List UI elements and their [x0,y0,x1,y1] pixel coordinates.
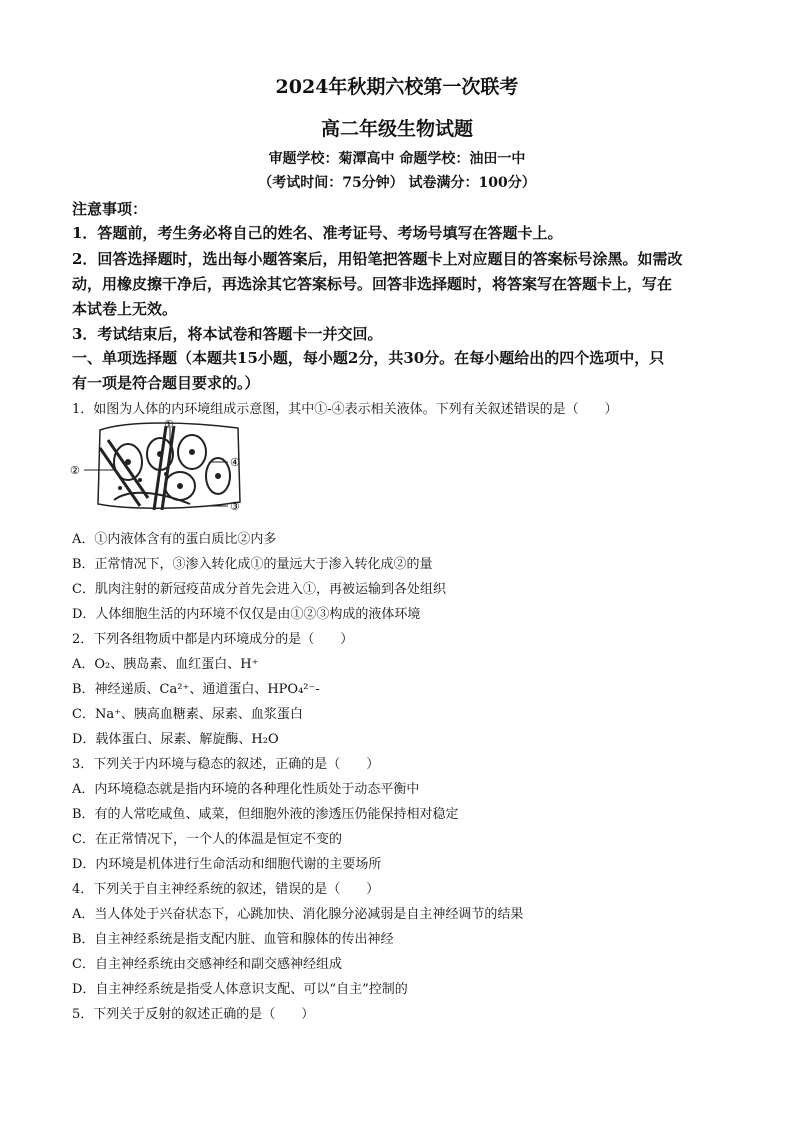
notice-item: 2．回答选择题时，选出每小题答案后，用铅笔把答题卡上对应题目的答案标号涂黑。如需改 [72,250,683,268]
internal-environment-figure [70,418,248,518]
option: C．肌肉注射的新冠疫苗成分首先会进入①，再被运输到各处组织 [72,582,446,597]
exam-info-line: （考试时间：75分钟） 试卷满分：100分） [258,175,536,191]
figure-label: ③ [230,500,240,513]
option: A．当人体处于兴奋状态下，心跳加快、消化腺分泌减弱是自主神经调节的结果 [72,907,524,922]
option: B．神经递质、Ca²⁺、通道蛋白、HPO₄²⁻- [72,682,320,697]
figure-label: ① [164,418,174,431]
option: B．自主神经系统是指支配内脏、血管和腺体的传出神经 [72,932,394,947]
notice-heading: 注意事项： [72,200,148,218]
figure-label: ② [70,464,80,477]
option: C．Na⁺、胰高血糖素、尿素、血浆蛋白 [72,707,303,722]
option: B．正常情况下，③渗入转化成①的量远大于渗入转化成②的量 [72,557,433,572]
question-stem: 2．下列各组物质中都是内环境成分的是（ ） [72,632,354,647]
section-heading: 一、单项选择题（本题共15小题，每小题2分，共30分。在每小题给出的四个选项中，只 [72,349,665,367]
option: B．有的人常吃咸鱼、咸菜，但细胞外液的渗透压仍能保持相对稳定 [72,807,459,822]
exam-title: 2024年秋期六校第一次联考 [275,76,519,98]
option: A．O₂、胰岛素、血红蛋白、H⁺ [72,657,259,672]
question-stem: 4．下列关于自主神经系统的叙述，错误的是（ ） [72,882,380,897]
question-stem: 3．下列关于内环境与稳态的叙述，正确的是（ ） [72,757,380,772]
option: A．①内液体含有的蛋白质比②内多 [72,532,277,547]
section-heading-cont: 有一项是符合题目要求的。） [72,374,260,392]
figure-label: ④ [230,456,240,469]
option: D．内环境是机体进行生命活动和细胞代谢的主要场所 [72,857,382,872]
question-stem: 5．下列关于反射的叙述正确的是（ ） [72,1007,315,1022]
question-stem: 1．如图为人体的内环境组成示意图，其中①-④表示相关液体。下列有关叙述错误的是（ ） [72,402,618,417]
notice-item: 动，用橡皮擦干净后，再选涂其它答案标号。回答非选择题时，将答案写在答题卡上，写在 [72,275,673,293]
notice-item: 本试卷上无效。 [72,300,178,318]
option: D．人体细胞生活的内环境不仅仅是由①②③构成的液体环境 [72,607,421,622]
schools-line: 审题学校：菊潭高中 命题学校：油田一中 [268,151,526,167]
option: D．自主神经系统是指受人体意识支配、可以“自主”控制的 [72,982,408,997]
option: C．自主神经系统由交感神经和副交感神经组成 [72,957,342,972]
notice-item: 3．考试结束后，将本试卷和答题卡一并交回。 [72,325,383,343]
option: A．内环境稳态就是指内环境的各种理化性质处于动态平衡中 [72,782,420,797]
option: C．在正常情况下，一个人的体温是恒定不变的 [72,832,342,847]
option: D．载体蛋白、尿素、解旋酶、H₂O [72,732,279,747]
exam-subtitle: 高二年级生物试题 [320,118,473,140]
notice-item: 1．答题前，考生务必将自己的姓名、准考证号、考场号填写在答题卡上。 [72,224,563,242]
